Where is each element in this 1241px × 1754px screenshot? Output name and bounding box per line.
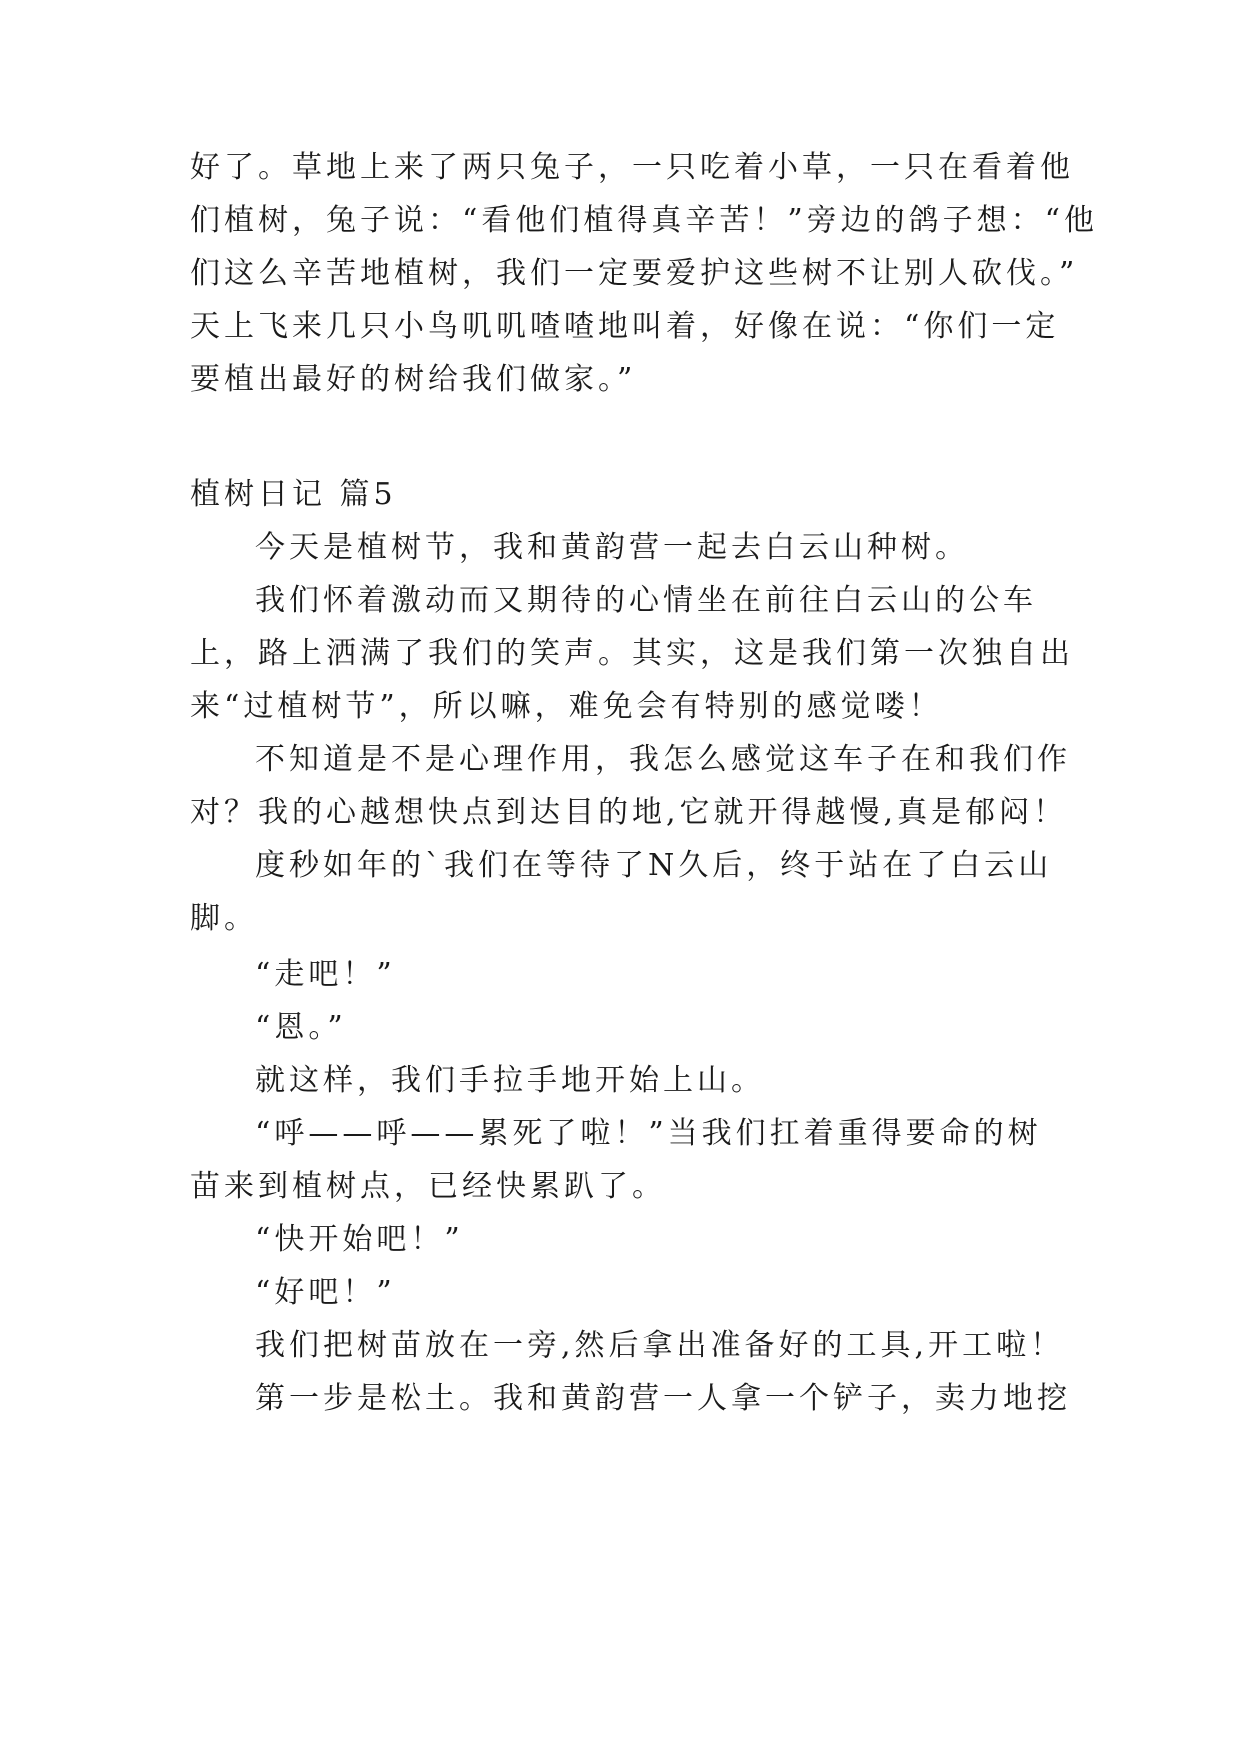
paragraph-line: “恩。”: [255, 1010, 347, 1045]
paragraph-line: 就这样，我们手拉手地开始上山。: [255, 1063, 765, 1098]
paragraph-line: 我们怀着激动而又期待的心情坐在前往白云山的公车: [255, 583, 1037, 618]
paragraph-line: 脚。: [190, 901, 258, 936]
paragraph-line: 第一步是松土。我和黄韵营一人拿一个铲子，卖力地挖: [255, 1381, 1071, 1416]
paragraph-line: 不知道是不是心理作用，我怎么感觉这车子在和我们作: [255, 742, 1071, 777]
paragraph-line: 今天是植树节，我和黄韵营一起去白云山种树。: [255, 530, 969, 565]
paragraph-line: “快开始吧！”: [255, 1222, 464, 1257]
paragraph-line: 们植树，兔子说：“看他们植得真辛苦！”旁边的鸽子想：“他: [190, 203, 1099, 238]
paragraph-line: “呼——呼——累死了啦！”当我们扛着重得要命的树: [255, 1116, 1042, 1151]
paragraph-line: “走吧！”: [255, 957, 396, 992]
paragraph-line: 天上飞来几只小鸟叽叽喳喳地叫着，好像在说：“你们一定: [190, 309, 1060, 344]
paragraph-line: 度秒如年的`我们在等待了N久后，终于站在了白云山: [255, 848, 1053, 883]
paragraph-line: 要植出最好的树给我们做家。”: [190, 362, 637, 397]
section-heading: 植树日记 篇5: [190, 477, 397, 512]
paragraph-line: 好了。草地上来了两只兔子，一只吃着小草，一只在看着他: [190, 150, 1074, 185]
paragraph-line: 对？我的心越想快点到达目的地,它就开得越慢,真是郁闷！: [190, 795, 1068, 830]
paragraph-line: 上，路上洒满了我们的笑声。其实，这是我们第一次独自出: [190, 636, 1074, 671]
paragraph-line: 苗来到植树点，已经快累趴了。: [190, 1169, 666, 1204]
paragraph-line: “好吧！”: [255, 1275, 396, 1310]
paragraph-line: 我们把树苗放在一旁,然后拿出准备好的工具,开工啦！: [255, 1328, 1065, 1363]
paragraph-line: 来“过植树节”，所以嘛，难免会有特别的感觉喽！: [190, 689, 943, 724]
paragraph-line: 们这么辛苦地植树，我们一定要爱护这些树不让别人砍伐。”: [190, 256, 1079, 291]
